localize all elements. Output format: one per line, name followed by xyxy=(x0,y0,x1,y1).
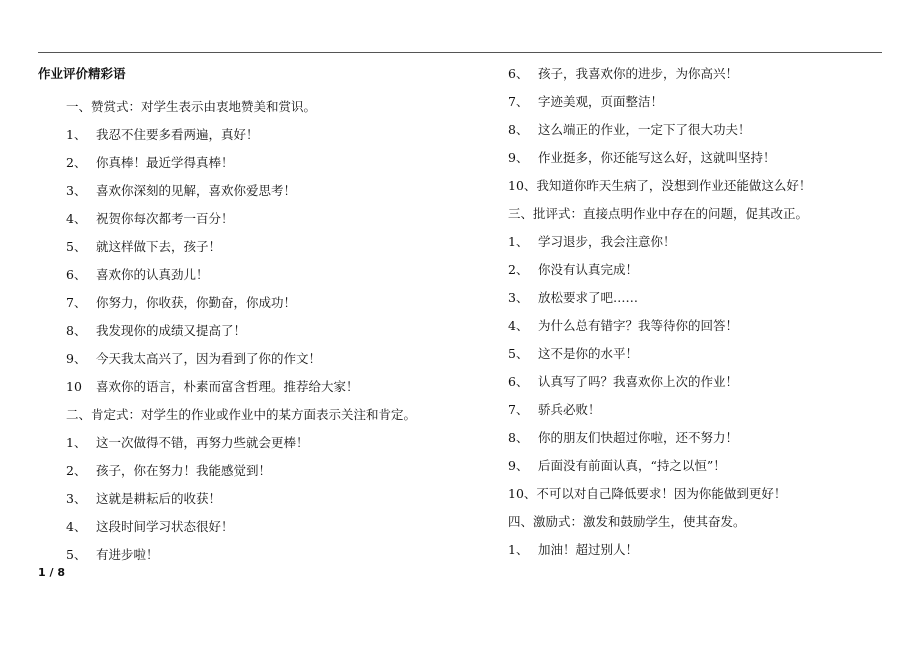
list-item xyxy=(66,547,159,563)
item-text: 加油！超过别人！ xyxy=(538,542,639,557)
section-heading: 三、批评式：直接点明作业中存在的问题，促其改正。 xyxy=(508,206,809,221)
list-item: 10、我知道你昨天生病了，没想到作业还能做这么好！ xyxy=(508,178,812,193)
item-number: 1、 xyxy=(508,542,529,557)
item-text: 喜欢你的认真劲儿！ xyxy=(96,267,209,282)
item-number: 1、 xyxy=(66,435,87,450)
list-item: 10、不可以对自己降低要求！因为你能做到更好！ xyxy=(508,486,787,501)
item-number: 6、 xyxy=(66,267,87,282)
item-text: 你没有认真完成！ xyxy=(538,262,639,277)
item-text: 你真棒！最近学得真棒！ xyxy=(96,155,234,170)
item-number: 3、 xyxy=(66,183,87,198)
item-number: 1、 xyxy=(508,234,529,249)
list-item xyxy=(66,379,359,395)
list-item xyxy=(508,374,738,390)
item-number: 2、 xyxy=(66,155,87,170)
item-number: 3、 xyxy=(508,290,529,305)
item-number: 10 xyxy=(66,379,82,394)
section-heading: 二、肯定式：对学生的作业或作业中的某方面表示关注和肯定。 xyxy=(66,407,417,422)
item-number: 8、 xyxy=(66,323,87,338)
list-item xyxy=(508,346,638,362)
list-item xyxy=(508,122,751,138)
list-item xyxy=(66,211,234,227)
list-item xyxy=(508,318,738,334)
item-number: 9、 xyxy=(508,458,529,473)
list-item xyxy=(508,290,638,306)
header-rule xyxy=(38,52,882,53)
item-number: 7、 xyxy=(66,295,87,310)
list-item xyxy=(66,519,234,535)
item-text: 学习退步，我会注意你！ xyxy=(538,234,676,249)
item-text: 认真写了吗？我喜欢你上次的作业！ xyxy=(538,374,739,389)
item-number: 2、 xyxy=(66,463,87,478)
list-item xyxy=(66,127,259,143)
item-number: 7、 xyxy=(508,94,529,109)
item-text: 今天我太高兴了，因为看到了你的作文！ xyxy=(96,351,322,366)
item-number: 6、 xyxy=(508,374,529,389)
item-text: 喜欢你的语言，朴素而富含哲理。推荐给大家！ xyxy=(96,379,359,394)
item-number: 4、 xyxy=(66,211,87,226)
item-text: 为什么总有错字？我等待你的回答！ xyxy=(538,318,739,333)
item-number: 8、 xyxy=(508,430,529,445)
list-item xyxy=(66,351,321,367)
item-number: 8、 xyxy=(508,122,529,137)
list-item xyxy=(508,458,726,474)
list-item xyxy=(508,402,601,418)
list-item xyxy=(508,542,638,558)
item-text: 我发现你的成绩又提高了！ xyxy=(96,323,247,338)
list-item xyxy=(66,435,309,451)
item-number: 2、 xyxy=(508,262,529,277)
item-text: 字迹美观，页面整洁！ xyxy=(538,94,664,109)
item-text: 这段时间学习状态很好！ xyxy=(96,519,234,534)
list-item xyxy=(508,430,738,446)
item-text: 祝贺你每次都考一百分！ xyxy=(96,211,234,226)
item-number: 4、 xyxy=(508,318,529,333)
item-text: 作业挺多，你还能写这么好，这就叫坚持！ xyxy=(538,150,776,165)
list-item xyxy=(508,94,663,110)
item-text: 我忍不住要多看两遍，真好！ xyxy=(96,127,259,142)
list-item xyxy=(66,295,296,311)
list-item xyxy=(66,323,246,339)
item-number: 1、 xyxy=(66,127,87,142)
list-item xyxy=(66,239,221,255)
item-number: 9、 xyxy=(508,150,529,165)
item-text: 有进步啦！ xyxy=(96,547,159,562)
section-heading: 一、赞赏式：对学生表示由衷地赞美和赏识。 xyxy=(66,99,317,114)
list-item xyxy=(66,155,234,171)
section-heading: 四、激励式：激发和鼓励学生，使其奋发。 xyxy=(508,514,746,529)
item-number: 7、 xyxy=(508,402,529,417)
list-item xyxy=(66,267,209,283)
item-number: 6、 xyxy=(508,66,529,81)
list-item xyxy=(66,183,296,199)
item-number: 5、 xyxy=(66,239,87,254)
list-item xyxy=(508,234,676,250)
item-number: 5、 xyxy=(66,547,87,562)
item-text: 你的朋友们快超过你啦，还不努力！ xyxy=(538,430,739,445)
item-text: 孩子，我喜欢你的进步，为你高兴！ xyxy=(538,66,739,81)
item-number: 9、 xyxy=(66,351,87,366)
list-item xyxy=(508,66,738,82)
list-item xyxy=(508,150,776,166)
list-item xyxy=(508,262,638,278)
item-text: 放松要求了吧…… xyxy=(538,290,639,305)
page-number: 1 / 8 xyxy=(38,566,65,579)
page-title: 作业评价精彩语 xyxy=(38,66,126,81)
item-text: 这不是你的水平！ xyxy=(538,346,639,361)
item-text: 你努力，你收获，你勤奋，你成功！ xyxy=(96,295,297,310)
item-text: 这就是耕耘后的收获！ xyxy=(96,491,222,506)
item-text: 这么端正的作业，一定下了很大功夫！ xyxy=(538,122,751,137)
item-text: 就这样做下去，孩子！ xyxy=(96,239,222,254)
item-number: 4、 xyxy=(66,519,87,534)
item-number: 5、 xyxy=(508,346,529,361)
item-text: 孩子，你在努力！我能感觉到！ xyxy=(96,463,272,478)
item-text: 后面没有前面认真，“持之以恒”！ xyxy=(538,458,726,473)
item-number: 3、 xyxy=(66,491,87,506)
item-text: 骄兵必败！ xyxy=(538,402,601,417)
item-text: 这一次做得不错，再努力些就会更棒！ xyxy=(96,435,309,450)
item-text: 喜欢你深刻的见解，喜欢你爱思考！ xyxy=(96,183,297,198)
list-item xyxy=(66,463,271,479)
list-item xyxy=(66,491,221,507)
